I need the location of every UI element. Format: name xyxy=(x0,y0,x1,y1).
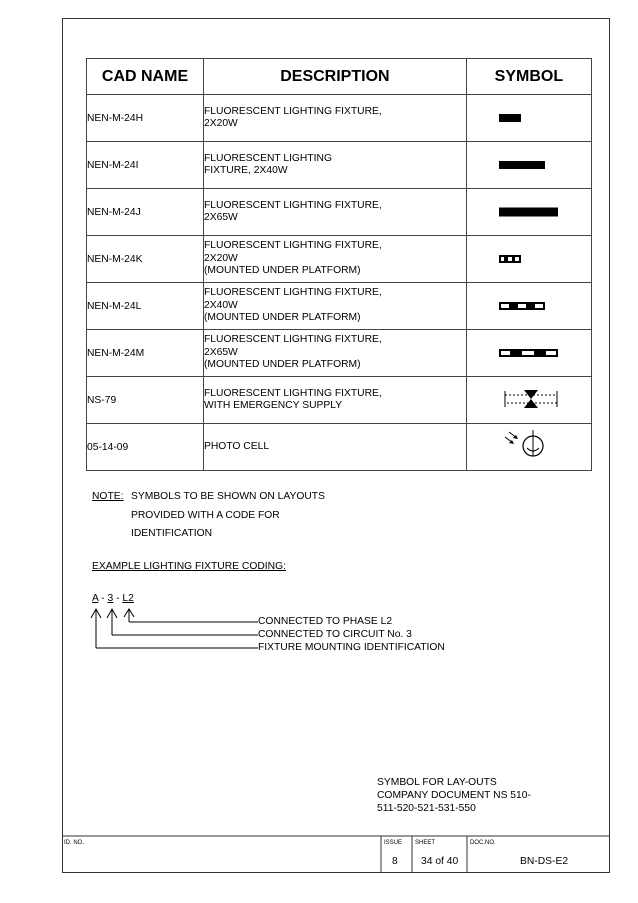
code-mounting: A xyxy=(92,593,99,604)
description-line: FLUORESCENT LIGHTING FIXTURE, xyxy=(204,334,382,346)
example-heading: EXAMPLE LIGHTING FIXTURE CODING: xyxy=(92,561,286,572)
cad-name-cell: NS-79 xyxy=(87,377,204,424)
legend-phase: CONNECTED TO PHASE L2 xyxy=(258,616,393,627)
description-line: FLUORESCENT LIGHTING xyxy=(204,152,332,164)
description-line: FLUORESCENT LIGHTING FIXTURE, xyxy=(204,387,382,399)
issue-value: 8 xyxy=(392,856,398,867)
description-line: FLUORESCENT LIGHTING FIXTURE, xyxy=(204,199,382,211)
sheet-label: SHEET xyxy=(415,840,436,846)
header-symbol: SYMBOL xyxy=(466,59,591,95)
description-line: (MOUNTED UNDER PLATFORM) xyxy=(204,265,361,277)
code-separator: - xyxy=(113,593,123,604)
id-no-label: ID. NO. xyxy=(64,840,85,846)
code-phase: L2 xyxy=(122,593,134,604)
cad-name-cell: NEN-M-24K xyxy=(87,236,204,283)
description-line: 2X65W xyxy=(204,212,238,223)
legend-circuit: CONNECTED TO CIRCUIT No. 3 xyxy=(258,629,412,640)
description-line: FLUORESCENT LIGHTING FIXTURE, xyxy=(204,287,382,299)
description-line: 2X20W xyxy=(204,118,238,129)
code-separator: - xyxy=(98,593,108,604)
description-line: (MOUNTED UNDER PLATFORM) xyxy=(204,359,361,371)
cad-name-cell: NEN-M-24M xyxy=(87,330,204,377)
header-cad-name: CAD NAME xyxy=(87,59,204,95)
note-label: NOTE: xyxy=(92,491,124,502)
code-circuit: 3 xyxy=(107,593,114,604)
description-line: FLUORESCENT LIGHTING FIXTURE, xyxy=(204,105,382,117)
cad-name-cell: 05-14-09 xyxy=(87,424,204,471)
note-line: SYMBOLS TO BE SHOWN ON LAYOUTS xyxy=(131,491,325,502)
doc-no-label: DOC.NO. xyxy=(470,840,496,846)
doc-title-line: SYMBOL FOR LAY-OUTS xyxy=(377,777,497,788)
cad-name-cell: NEN-M-24I xyxy=(87,142,204,189)
header-description: DESCRIPTION xyxy=(204,59,467,95)
description-line: 2X40W xyxy=(204,299,238,311)
legend-mounting: FIXTURE MOUNTING IDENTIFICATION xyxy=(258,642,445,653)
doc-title-line: COMPANY DOCUMENT NS 510- xyxy=(377,790,531,801)
cad-name-cell: NEN-M-24L xyxy=(87,283,204,330)
cad-name-cell: NEN-M-24H xyxy=(87,95,204,142)
note-line: IDENTIFICATION xyxy=(131,528,213,539)
doc-no-value: BN-DS-E2 xyxy=(520,856,569,867)
issue-label: ISSUE xyxy=(384,840,403,846)
doc-title-line: 511-520-521-531-550 xyxy=(377,803,476,814)
description-line: PHOTO CELL xyxy=(204,440,270,452)
sheet-value: 34 of 40 xyxy=(421,856,459,867)
description-line: 2X65W xyxy=(204,346,238,358)
note-line: PROVIDED WITH A CODE FOR xyxy=(131,510,280,521)
cad-name-cell: NEN-M-24J xyxy=(87,189,204,236)
description-line: WITH EMERGENCY SUPPLY xyxy=(204,400,343,411)
description-line: (MOUNTED UNDER PLATFORM) xyxy=(204,312,361,324)
description-line: FLUORESCENT LIGHTING FIXTURE, xyxy=(204,240,382,252)
description-line: 2X20W xyxy=(204,252,238,264)
description-line: FIXTURE, 2X40W xyxy=(204,165,288,176)
